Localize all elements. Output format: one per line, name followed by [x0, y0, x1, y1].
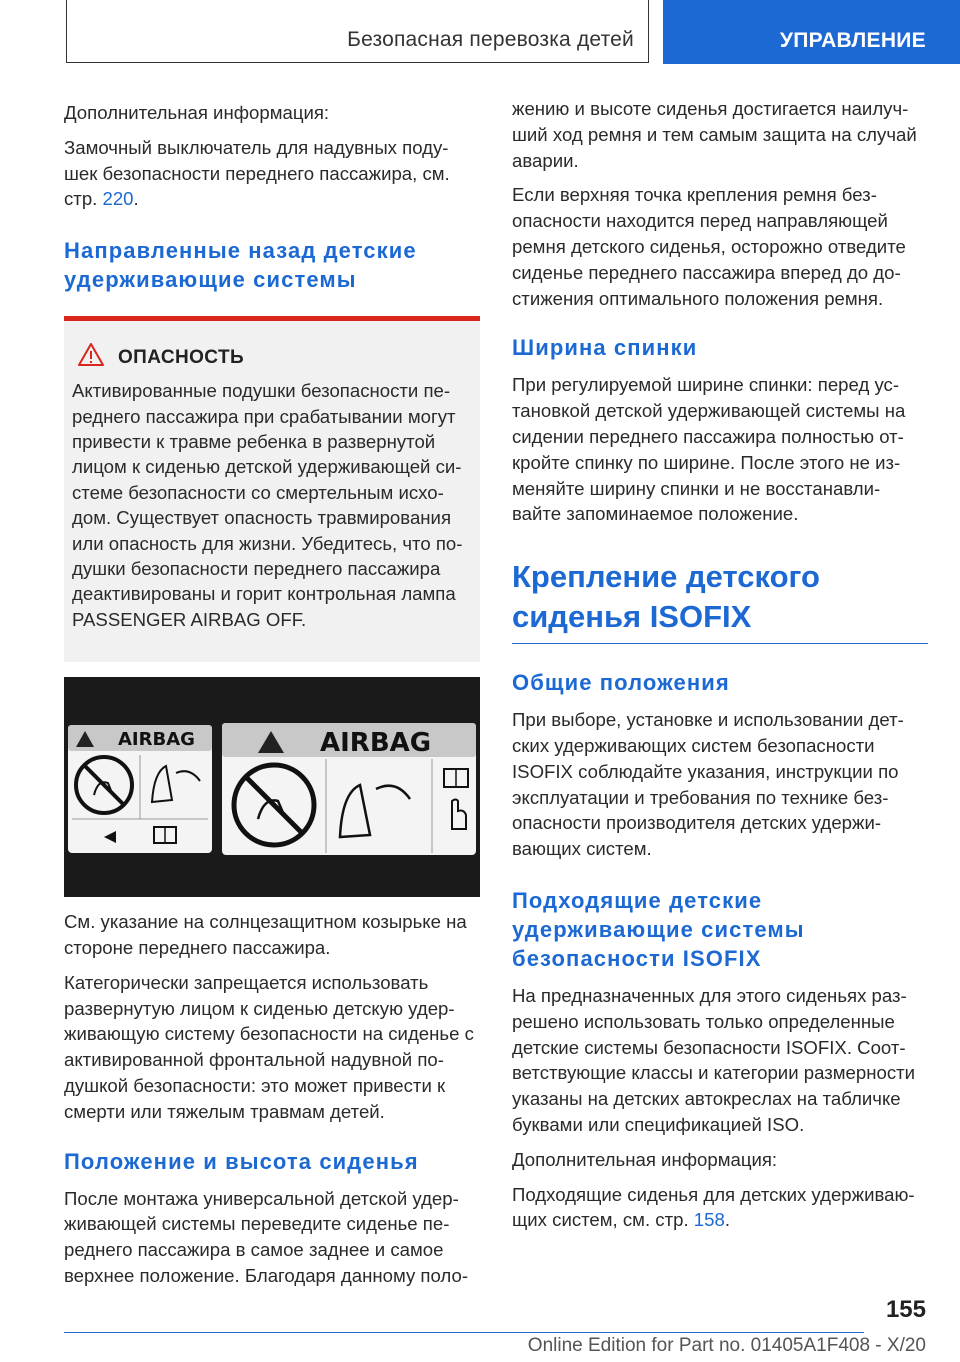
paragraph: После монтажа универсальной детской удер-живающей системы переведите сиденье пе-реднего пассажира в самое заднее и самое верхнее положение. Благодаря данному поло- — [64, 1187, 469, 1287]
paragraph: Дополнительная информация: — [512, 1148, 778, 1170]
danger-box — [64, 316, 480, 662]
chapter-heading: Крепление детского сиденья ISOFIX — [512, 557, 928, 644]
paragraph: Категорически запрещается использовать развернутую лицом к сиденью детскую удер-живающую систему безопасности на сиденье с активированной фронтальной надувной по-душкой безопасности: это может привести к смерти или тяжелым травмам детей. — [64, 971, 474, 1122]
danger-text: Активированные подушки безопасности пе-реднего пассажира при срабатывании могут привести к травме ребенка в развернутой лицом к сиденью детской удерживающей си-стеме безопасности со смертельным исхо-дом. Существует опасность травмирования или опасность для жизни. Убедитесь, что по-душки безопасности переднего пассажира деактивированы и горит контрольная лампа PASSENGER AIRBAG OFF. — [72, 380, 463, 630]
page-link[interactable]: 220 — [102, 188, 134, 210]
paragraph: Дополнительная информация: — [64, 102, 330, 123]
section-heading: Ширина спинки — [512, 335, 698, 361]
header-chapter — [663, 0, 960, 64]
danger-header — [78, 343, 470, 372]
paragraph: Подходящие сиденья для детских удерживаю-щих систем, см. стр. 158. — [512, 1183, 915, 1231]
paragraph: Замочный выключатель для надувных поду-шек безопасности переднего пассажира, см. стр. 220. — [64, 136, 450, 210]
chapter-title: УПРАВЛЕНИЕ — [779, 29, 926, 52]
paragraph: Если верхняя точка крепления ремня без-опасности находится перед направляющей ремня детского сиденья, осторожно отведите сиденье переднего пассажира вперед до до-стижения оптимального положения ремня. — [512, 184, 906, 309]
warning-triangle-icon — [78, 343, 104, 372]
danger-title: ОПАСНОСТЬ — [118, 346, 245, 368]
paragraph: жению и высоте сиденья достигается наилуч-ший ход ремня и тем самым защита на случай аварии. — [512, 98, 917, 171]
section-heading: Направленные назад детские удерживающие системы — [64, 238, 417, 293]
airbag-label-image — [64, 677, 480, 897]
airbag-text-large: AIRBAG — [320, 728, 432, 759]
section-heading: Подходящие детские удерживающие системы безопасности ISOFIX — [512, 887, 805, 971]
airbag-label-small — [68, 725, 212, 853]
airbag-text-small: AIRBAG — [118, 729, 195, 751]
section-heading: Положение и высота сиденья — [64, 1148, 419, 1174]
header-section — [66, 0, 649, 63]
paragraph: При регулируемой ширине спинки: перед ус-тановкой детской удерживающей системы на сидении переднего пассажира полностью от-кройте спинку по ширине. После этого не из-меняйте ширину спинки и не восстанавли-вайте запоминаемое положение. — [512, 374, 906, 525]
section-title: Безопасная перевозка детей — [347, 28, 634, 51]
paragraph: См. указание на солнцезащитном козырьке на стороне переднего пассажира. — [64, 911, 467, 959]
paragraph: При выборе, установке и использовании дет-ских удерживающих систем безопасности ISOFIX соблюдайте указания, инструкции по эксплуатации и требования по технике без-опасности производителя детских удержи-вающих систем. — [512, 709, 904, 860]
left-column — [64, 100, 480, 1298]
edition-text: Online Edition for Part no. 01405A1F408 - X/20 — [527, 1335, 926, 1356]
right-column — [512, 96, 928, 1242]
page-link[interactable]: 158 — [693, 1209, 725, 1231]
airbag-label-large — [222, 723, 476, 855]
page-number: 155 — [885, 1296, 926, 1323]
paragraph: На предназначенных для этого сиденьях раз-решено использовать только определенные детские системы безопасности ISOFIX. Соот-ветствующие классы и категории размерности указаны на детских автокреслах на табличке буквами или спецификацией ISO. — [512, 984, 916, 1135]
section-heading: Общие положения — [512, 670, 730, 696]
footer-divider — [64, 1332, 864, 1333]
